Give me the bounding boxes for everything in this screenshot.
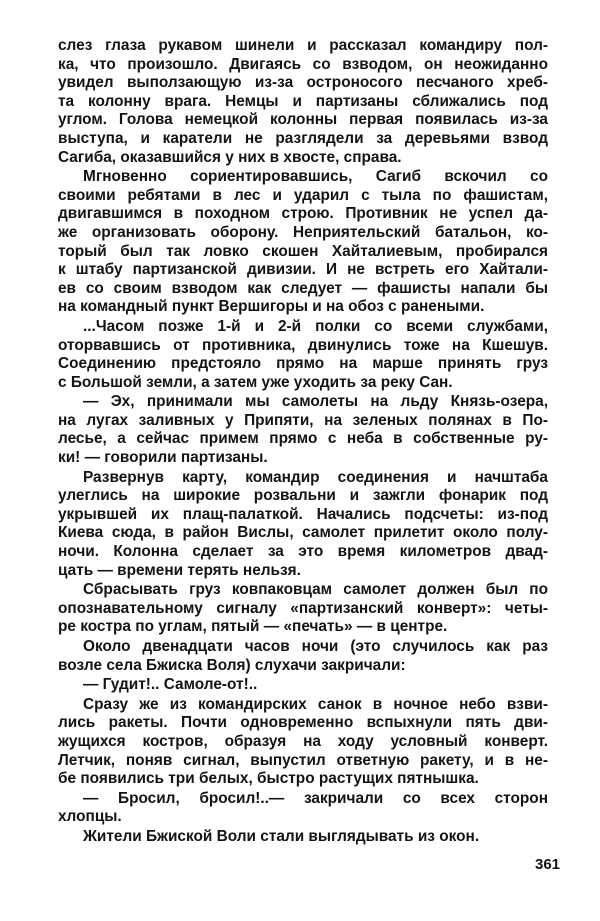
text-line: цать — времени терять нельзя. [58, 561, 301, 579]
text-line: с Большой земли, а затем уже уходить за реку Сан. [58, 373, 453, 391]
text-line: опознавательному сигналу «партизанский конверт»: четы- [58, 599, 548, 617]
text-line: Жители Бжиской Воли стали выглядывать из окон. [83, 827, 480, 845]
text-line: Летчик, поняв сигнал, выпустил ответную ракету, и в не- [58, 751, 548, 769]
paragraph [58, 469, 548, 581]
text-line: Сразу же из командирских санок в ночное небо взви- [83, 695, 548, 713]
text-line: двигавшимся в походном строю. Противник не успел да- [58, 205, 548, 223]
paragraph [58, 696, 548, 789]
text-line: возле села Бжиска Воля) слухачи закричали: [58, 656, 406, 674]
paragraph [58, 318, 548, 392]
text-line: Мгновенно сориентировавшись, Сагиб вскочил со [83, 168, 548, 186]
text-line: Около двенадцати часов ночи (это случилось как раз [83, 638, 548, 655]
text-line: выступа, и каратели не разглядели за деревьями взвод [58, 129, 548, 147]
paragraph [58, 37, 548, 167]
text-line: та колонну врага. Немцы и партизаны сближались под [58, 92, 548, 110]
text-line: Киева сюда, в район Вислы, самолет прилетит около полу- [58, 524, 548, 542]
paragraph [58, 581, 548, 637]
text-line: лесье, а сейчас примем прямо с неба в собственные ру- [58, 430, 548, 448]
text-line: оторвавшись от противника, двинулись тоже на Кшешув. [58, 336, 548, 354]
text-line: ...Часом позже 1-й и 2-й полки со всеми службами, [83, 317, 548, 335]
paragraph [58, 790, 548, 827]
text-line: Сбрасывать груз ковпаковцам самолет должен был по [83, 581, 548, 599]
paragraph [58, 393, 548, 467]
page-number: 361 [535, 856, 561, 873]
text-line: же организовать оборону. Неприятельский батальон, ко- [58, 223, 548, 241]
paragraph [58, 828, 548, 847]
text-line: на лугах заливных у Припяти, на зеленых полянах в По- [58, 411, 548, 429]
text-line: — Гудит!.. Самоле-от!.. [83, 676, 258, 694]
paragraph [58, 168, 548, 317]
text-line: — Бросил, бросил!..— закричали со всех сторон [83, 789, 548, 807]
text-line: своими ребятами в лес и ударил с тыла по фашистам, [58, 186, 548, 204]
text-line: улеглись на широкие розвальни и зажгли фонарик под [58, 487, 548, 505]
text-line: ев со своим взводом как следует — фашисты напали бы [58, 279, 548, 297]
text-line: Соединению предстояло прямо на марше принять груз [58, 355, 548, 373]
text-line: углом. Голова немецкой колонны первая появилась из-за [58, 111, 548, 129]
text-line: ки! — говорили партизаны. [58, 449, 268, 467]
text-line: ночи. Колонна сделает за это время километров двад- [58, 543, 548, 561]
text-line: бе появились три белых, быстро растущих пятнышка. [58, 770, 479, 788]
text-line: укрывшей их плащ-палаткой. Начались подсчеты: из-под [58, 505, 548, 523]
text-line: слез глаза рукавом шинели и рассказал командиру пол- [58, 37, 548, 54]
book-page-text [58, 36, 548, 847]
text-line: увидел выползающую из-за остроносого песчаного хреб- [58, 74, 548, 92]
text-line: к штабу партизанской дивизии. И не встреть его Хайтали- [58, 261, 548, 279]
text-line: — Эх, принимали мы самолеты на льду Князь-озера, [83, 393, 548, 411]
text-line: на командный пункт Вершигоры и на обоз с ранеными. [58, 298, 485, 316]
paragraph [58, 676, 548, 695]
paragraph [58, 638, 548, 675]
text-line: ка, что произошло. Двигаясь со взводом, он неожиданно [58, 55, 548, 73]
text-line: торый был так ловко скошен Хайталиевым, пробирался [58, 242, 548, 260]
text-line: ре костра по углам, пятый — «печать» — в центре. [58, 618, 448, 636]
text-line: Сагиба, оказавшийся у них в хвосте, справа. [58, 148, 402, 166]
text-line: жущихся костров, образуя на ходу условный конверт. [58, 732, 548, 750]
text-line: хлопцы. [58, 808, 122, 826]
text-line: лись ракеты. Почти одновременно вспыхнули пять дви- [58, 714, 548, 732]
text-line: Развернув карту, командир соединения и начштаба [83, 468, 548, 486]
